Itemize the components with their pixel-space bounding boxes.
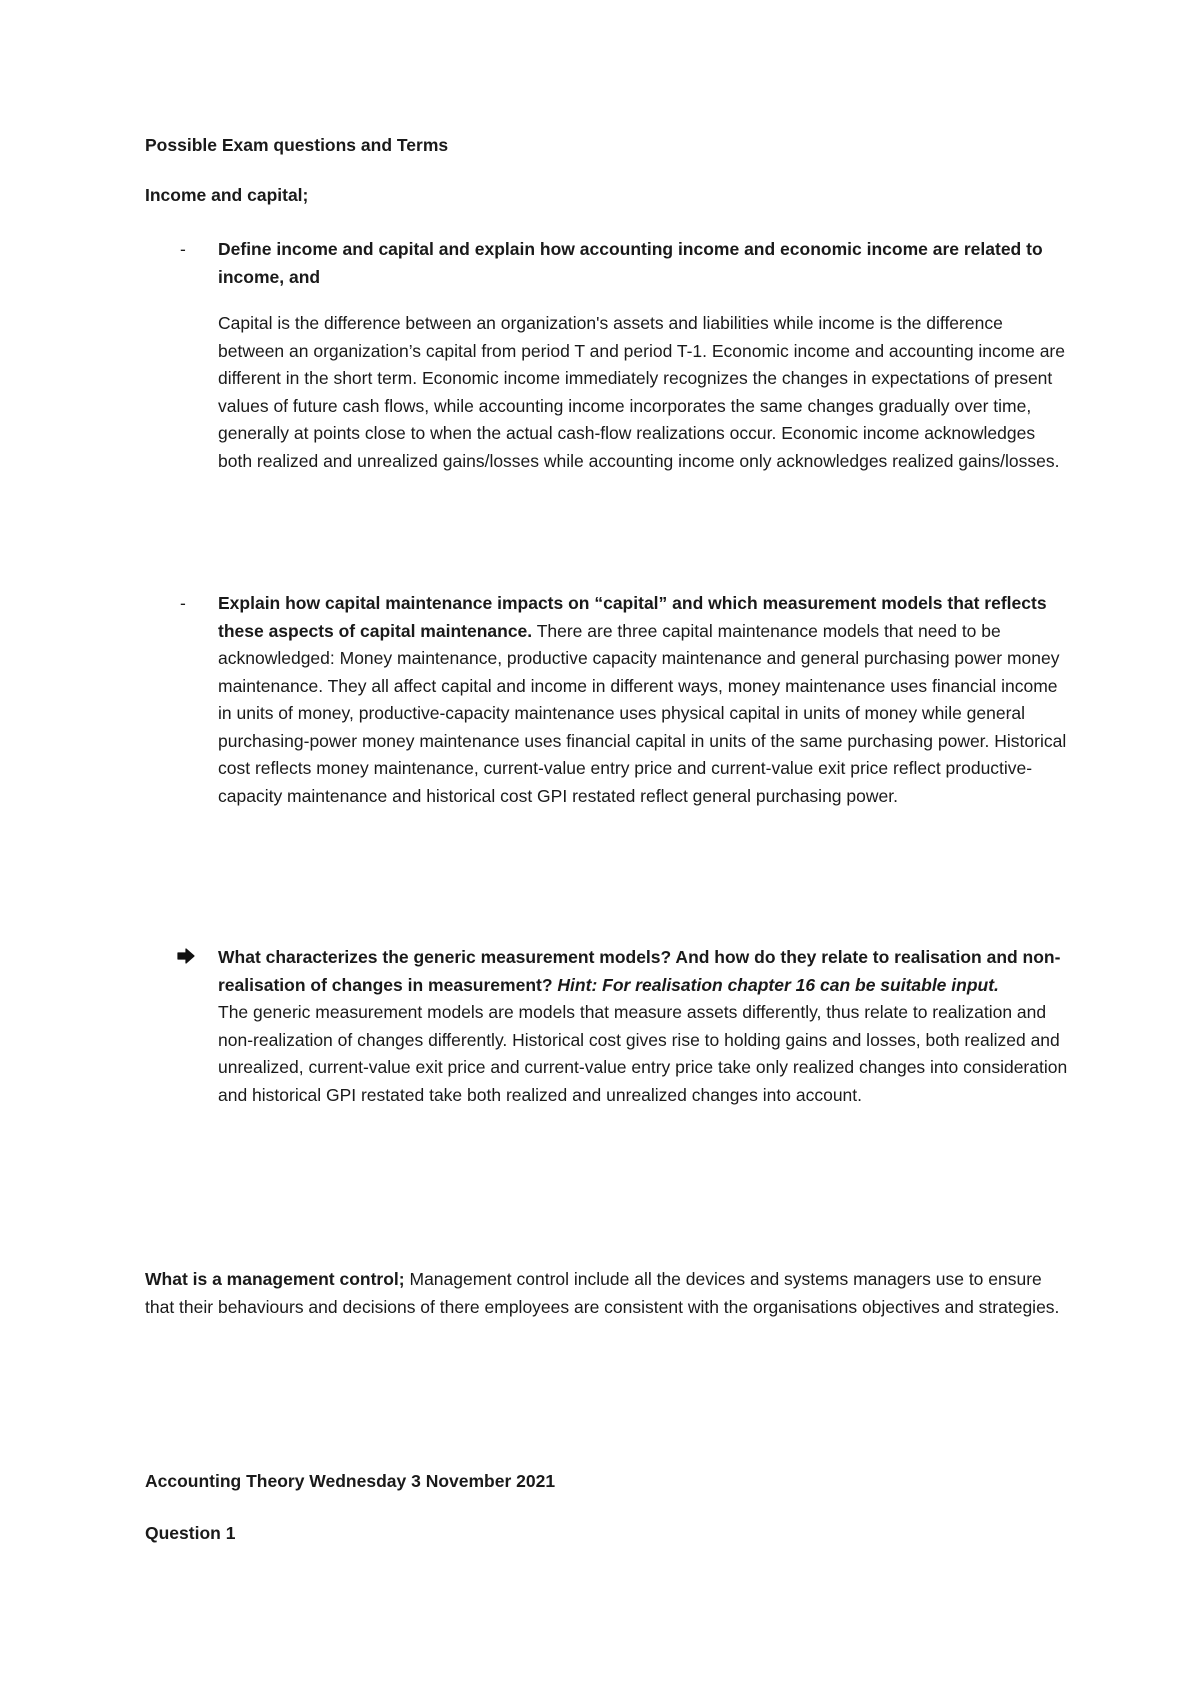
answer-capital-maintenance: There are three capital maintenance models that need to be acknowledged: Money maintenance, productive capacity maintenance and general purchasing power money maintenance. They all affect capital and income in different ways, money maintenance uses financial income in units of money, productive-capacity maintenance uses physical capital in units of money while general purchasing-power money maintenance uses financial capital in units of the same purchasing power. Historical cost reflects money maintenance, current-value entry price and current-value exit price reflect productive-capacity maintenance and historical cost GPI restated reflect general purchasing power. — [218, 620, 1067, 806]
management-control-paragraph — [145, 1266, 1065, 1321]
answer-income-capital: Capital is the difference between an organization's assets and liabilities while income is the difference between an organization’s capital from period T and period T-1. Economic income and accounting income are different in the short term. Economic income immediately recognizes the changes in expectations of present values of future cash flows, while accounting income incorporates the same changes gradually over time, generally at points close to when the actual cash-flow realizations occur. Economic income acknowledges both realized and unrealized gains/losses while accounting income only acknowledges realized gains/losses. — [218, 313, 1065, 471]
exam-heading: Accounting Theory Wednesday 3 November 2021 — [145, 1471, 556, 1491]
answer-measurement-models: The generic measurement models are models that measure assets differently, thus relate to realization and non-realization of changes differently. Historical cost gives rise to holding gains and losses, both realized and unrealized, current-value exit price and current-value entry price take only realized changes into consideration and historical GPI restated take both realized and unrealized changes into account. — [218, 1002, 1068, 1105]
document-title: Possible Exam questions and Terms — [145, 135, 449, 155]
management-control-definition: Management control include all the devices and systems managers use to ensure that their behaviours and decisions of there employees are consistent with the organisations objectives and strategies. — [145, 1269, 1060, 1317]
question-label: Question 1 — [145, 1523, 236, 1543]
question-measurement-models: What characterizes the generic measurement models? And how do they relate to realisation and non-realisation of changes in measurement? — [218, 947, 1061, 995]
bullet-dash: - — [180, 593, 186, 613]
section-heading: Income and capital; — [145, 185, 309, 205]
arrow-right-icon — [176, 946, 196, 966]
question-capital-maintenance: Explain how capital maintenance impacts on “capital” and which measurement models that reflects these aspects of capital maintenance. — [218, 593, 1047, 641]
question-measurement-models-block — [218, 944, 1068, 1109]
management-control-term: What is a management control; — [145, 1269, 405, 1289]
question-hint: Hint: For realisation chapter 16 can be suitable input. — [557, 974, 999, 995]
bullet-dash: - — [180, 239, 186, 259]
question-income-capital: Define income and capital and explain how accounting income and economic income are related to income, and — [218, 239, 1043, 287]
question-capital-maintenance-block — [218, 590, 1068, 810]
